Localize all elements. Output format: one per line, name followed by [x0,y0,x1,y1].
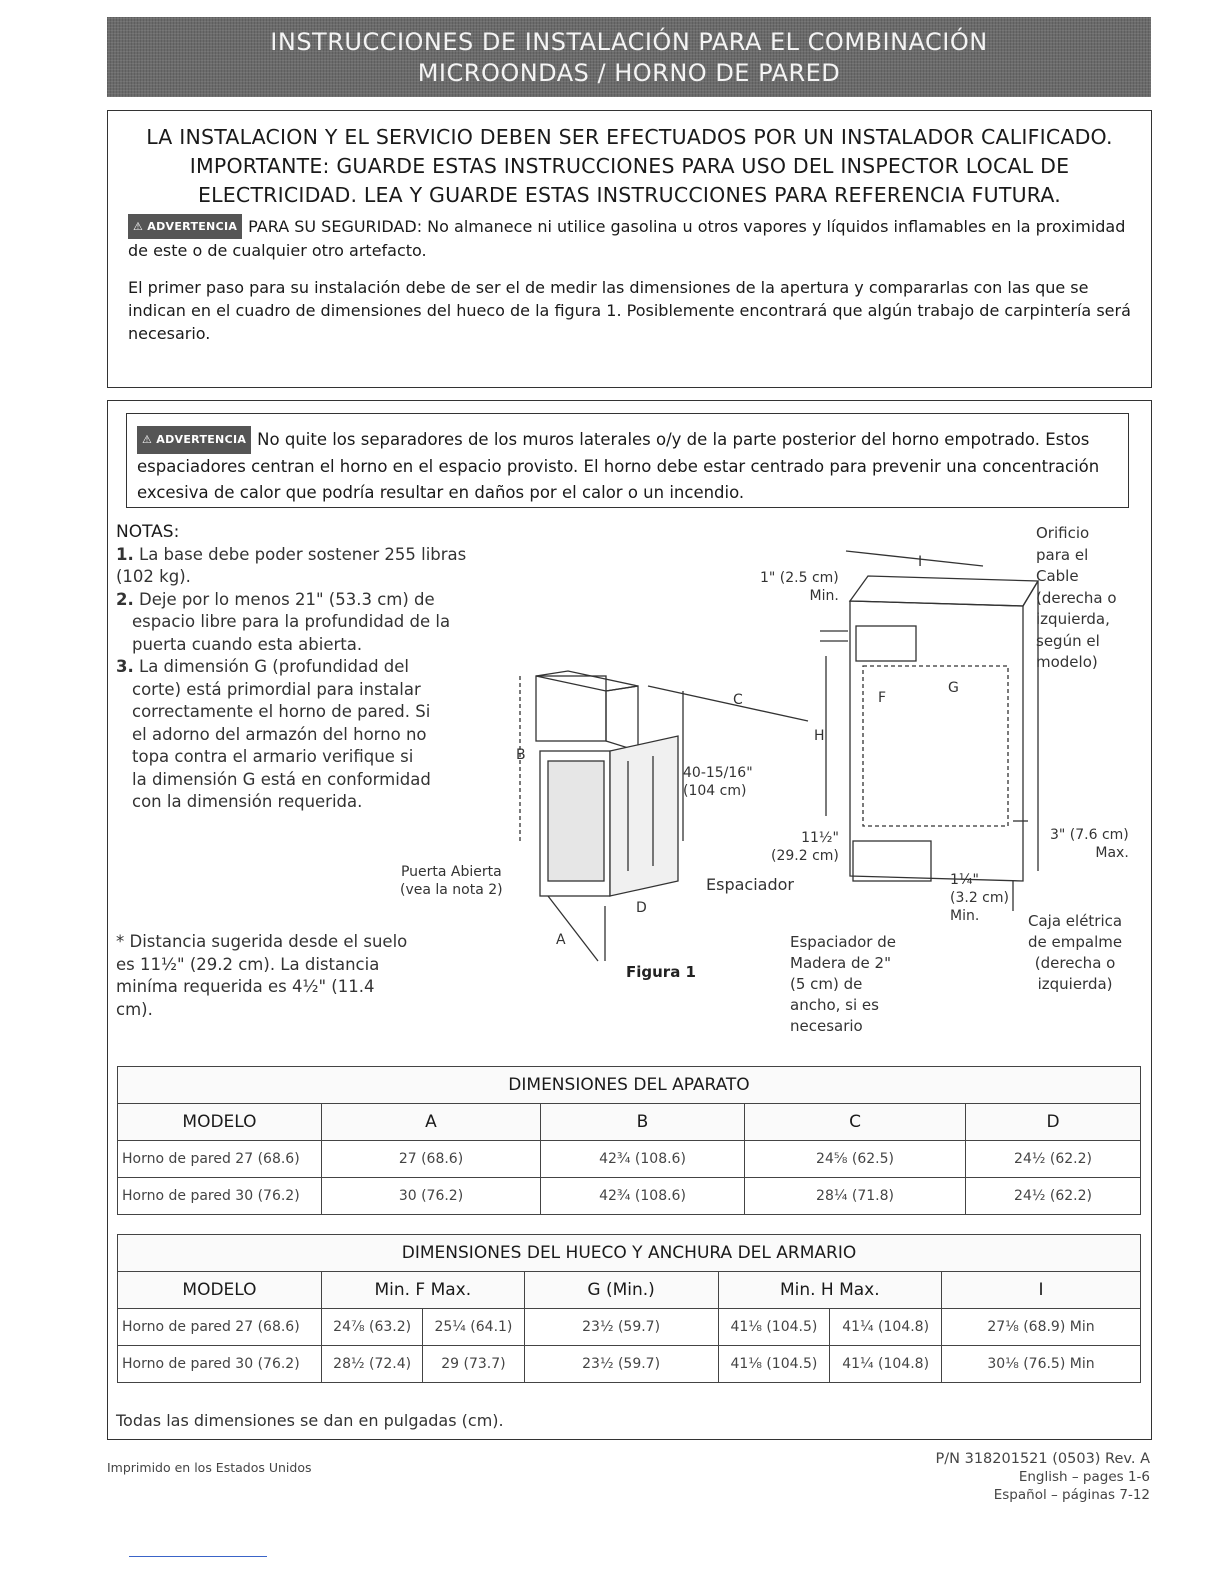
table-cell: 28½ (72.4) [322,1346,423,1383]
label-eleven-half: 11½" (29.2 cm) [771,830,839,864]
column-header: D [966,1104,1141,1141]
page-title-line2: MICROONDAS / HORNO DE PARED [417,59,841,87]
column-header: Min. H Max. [718,1272,941,1309]
table-cell: 23½ (59.7) [524,1346,718,1383]
divider [129,1556,267,1557]
table-cell: 23½ (59.7) [524,1309,718,1346]
first-step-text: El primer paso para su instalación debe de ser el de medir las dimensiones de la apertura y compararlas con las que se indican en el cuadro de dimensiones del hueco de la figura 1. Posiblemente encontrará que algún trabajo de carpintería será necesario. [128,278,1131,343]
table-title: DIMENSIONES DEL HUECO Y ANCHURA DEL ARMARIO [118,1235,1141,1272]
column-header: MODELO [118,1272,322,1309]
table-cell: 24⅝ (62.5) [745,1141,966,1178]
table-cell: 41¼ (104.8) [830,1309,942,1346]
spacer-warning-text: No quite los separadores de los muros laterales o/y de la parte posterior del horno empotrado. Estos espaciadores centran el horno en el espacio provisto. El horno debe estar centrado para prevenir una concentración excesiva de calor que podría resultar en daños por el calor o un incendio. [137,430,1100,502]
label-caja: Caja elétrica de empalme (derecha o izquierda) [1028,912,1123,993]
dim-label-h: H [814,728,825,744]
page-title-line1: INSTRUCCIONES DE INSTALACIÓN PARA EL COMBINACIÓN [270,28,988,56]
warning-badge: ⚠ ADVERTENCIA [137,426,251,454]
page-title-banner [107,17,1151,97]
footer-info [936,1450,1150,1504]
table-row [118,1346,1141,1383]
column-header: G (Min.) [524,1272,718,1309]
column-header: B [541,1104,745,1141]
figure-caption: Figura 1 [626,963,696,981]
note-number: 1. [116,544,134,564]
label-one-inch: 1" (2.5 cm) Min. [760,570,839,604]
english-pages: English – pages 1-6 [1018,1469,1150,1485]
table-cell: 24½ (62.2) [966,1178,1141,1215]
label-espaciador: Espaciador [706,875,794,894]
table-cell: 29 (73.7) [423,1346,524,1383]
dim-label-g: G [948,680,959,696]
cutout-dimensions-table [117,1234,1141,1383]
table-cell: 41¼ (104.8) [830,1346,942,1383]
notes-heading: NOTAS: [116,522,180,542]
table-cell: 41⅛ (104.5) [718,1346,830,1383]
intro-heading: LA INSTALACION Y EL SERVICIO DEBEN SER EFECTUADOS POR UN INSTALADOR CALIFICADO. IMPORTANTE: GUARDE ESTAS INSTRUCCIONES PARA USO DEL INSPECTOR LOCAL DE ELECTRICIDAD. LEA Y GUARDE ESTAS INSTRUCCIONES PARA REFERENCIA FUTURA. [146,125,1113,207]
dim-label-b: B [516,747,526,763]
microwave-drawing [536,676,606,741]
note-text: La base debe poder sostener 255 libras (102 kg). [116,544,467,586]
label-three-inch: 3" (7.6 cm) Max. [1050,827,1129,861]
main-box [107,400,1152,1440]
dim-label-a: A [556,932,566,948]
warning-badge: ⚠ ADVERTENCIA [128,214,242,239]
label-orificio: Orificio para el Cable (derecha o izquierda, según el modelo) [1036,524,1117,671]
spanish-pages: Español – páginas 7-12 [993,1487,1150,1503]
part-number: P/N 318201521 (0503) Rev. A [935,1451,1150,1467]
column-header: Min. F Max. [322,1272,525,1309]
table-row [118,1309,1141,1346]
dim-label-d: D [636,900,647,916]
warning-badge-label: ADVERTENCIA [147,220,238,233]
table-cell: 24⅞ (63.2) [322,1309,423,1346]
column-header: I [942,1272,1141,1309]
column-header: C [745,1104,966,1141]
table-cell: 28¼ (71.8) [745,1178,966,1215]
label-puerta: Puerta Abierta (vea la nota 2) [400,864,503,898]
warning-badge-label: ADVERTENCIA [156,433,247,446]
label-madera: Espaciador de Madera de 2" (5 cm) de ancho, si es necesario [790,933,896,1035]
note-text: La dimensión G (profundidad del corte) está primordial para instalar correctamente el horno de pared. Si el adorno del armazón del horno no topa contra el armario verifique si la dimensión G está en conformidad con la dimensión requerida. [132,657,431,811]
table-cell: Horno de pared 30 (76.2) [118,1178,322,1215]
safety-warning [128,214,1131,262]
printed-in: Imprimido en los Estados Unidos [107,1460,312,1475]
appliance-dimensions-table [117,1066,1141,1215]
intro-box [107,110,1152,388]
table-cell: 42¾ (108.6) [541,1178,745,1215]
table-cell: 27 (68.6) [322,1141,541,1178]
note-number: 2. [116,589,134,609]
table-cell: Horno de pared 27 (68.6) [118,1309,322,1346]
table-cell: Horno de pared 30 (76.2) [118,1346,322,1383]
label-one-quarter: 1¼" (3.2 cm) Min. [950,872,1009,924]
cabinet-drawing [850,601,1023,881]
table-note: Todas las dimensiones se dan en pulgadas (cm). [116,1411,504,1430]
note-number: 3. [116,657,134,676]
table-title: DIMENSIONES DEL APARATO [118,1067,1141,1104]
dim-label-c: C [733,692,743,708]
table-cell: 41⅛ (104.5) [718,1309,830,1346]
table-cell: 25¼ (64.1) [423,1309,524,1346]
safety-warning-text: PARA SU SEGURIDAD: No almanece ni utilice gasolina u otros vapores y líquidos inflamables en la proximidad de este o de cualquier otro artefacto. [128,217,1126,260]
table-row [118,1178,1141,1215]
table-cell: 42¾ (108.6) [541,1141,745,1178]
figure-1-illustration [108,401,1153,1061]
dim-label-i: I [918,554,923,570]
table-row [118,1141,1141,1178]
table-cell: 24½ (62.2) [966,1141,1141,1178]
table-cell: 30 (76.2) [322,1178,541,1215]
table-cell: 30⅛ (76.5) Min [942,1346,1141,1383]
column-header: A [322,1104,541,1141]
asterisk-note: * Distancia sugerida desde el suelo es 11½" (29.2 cm). La distancia miníma requerida es 4½" (11.4 cm). [116,932,408,1019]
table-cell: 27⅛ (68.9) Min [942,1309,1141,1346]
note-text: Deje por lo menos 21" (53.3 cm) de espacio libre para la profundidad de la puerta cuando esta abierta. [132,589,451,654]
label-dim-40: 40-15/16" (104 cm) [683,765,753,799]
dim-label-f: F [878,690,887,706]
column-header: MODELO [118,1104,322,1141]
table-cell: Horno de pared 27 (68.6) [118,1141,322,1178]
